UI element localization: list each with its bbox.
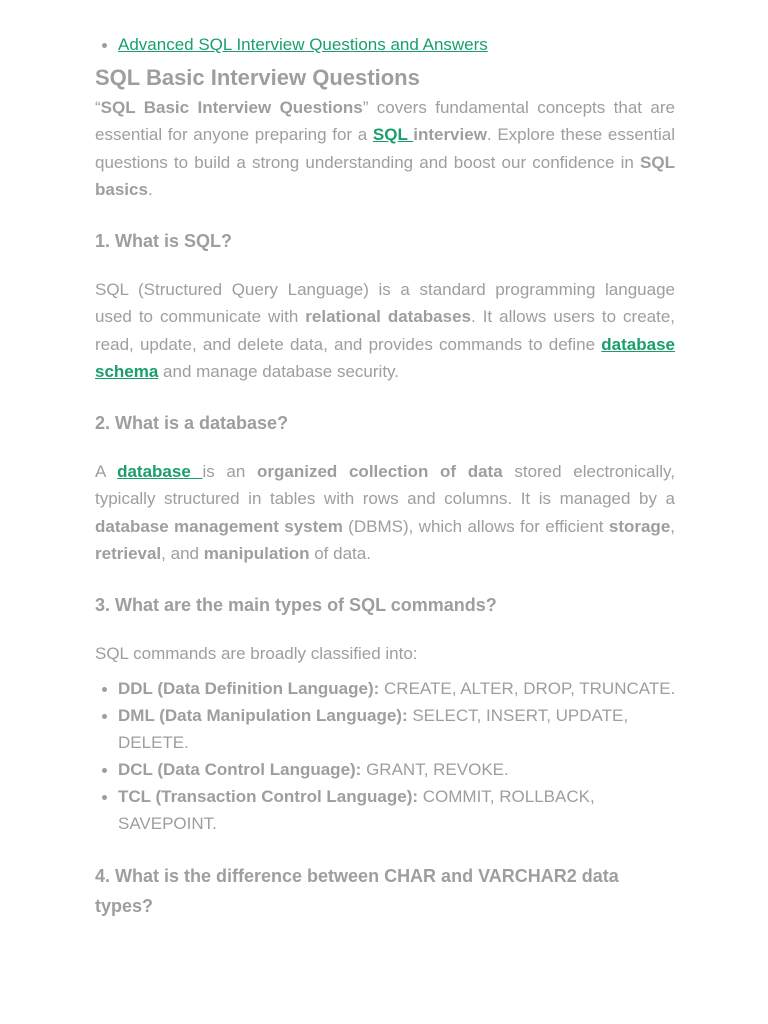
intro-text-2: . Explore these essential questions to build a strong understanding and boost our confidence in <box>95 125 675 172</box>
command-type-value: SELECT, INSERT, UPDATE, DELETE. <box>118 706 629 752</box>
answer-2-bold-2: database management system <box>95 516 343 536</box>
answer-2-bold-1: organized collection of data <box>257 462 503 481</box>
intro-text-3: . <box>147 179 153 199</box>
answer-2-text-1: is an <box>202 462 258 481</box>
list-item <box>100 783 680 837</box>
answer-2-text-4: , <box>670 516 676 536</box>
command-type-label: DDL (Data Definition Language): <box>118 679 380 698</box>
question-4-heading: 4. What is the difference between CHAR and VARCHAR2 data types? <box>95 866 619 916</box>
section-title: SQL Basic Interview Questions <box>95 65 420 90</box>
intro-bold-title: SQL Basic Interview Questions <box>100 98 363 117</box>
list-item <box>100 702 680 756</box>
command-type-value: GRANT, REVOKE. <box>361 760 509 779</box>
related-links-list <box>100 34 488 56</box>
database-schema-link[interactable]: database schema <box>95 334 675 381</box>
intro-text-1: ” covers fundamental concepts that are essential for anyone preparing for a <box>95 98 675 145</box>
sql-link[interactable]: SQL <box>372 125 414 145</box>
command-type-label: DML (Data Manipulation Language): <box>118 706 408 725</box>
answer-2-text-0: A <box>95 462 118 481</box>
list-item <box>100 34 488 56</box>
answer-2-paragraph <box>95 458 675 567</box>
list-item <box>100 675 680 702</box>
intro-open-quote: “ <box>95 98 101 117</box>
answer-2-bold-3: storage <box>608 516 671 536</box>
command-type-value: CREATE, ALTER, DROP, TRUNCATE. <box>379 679 676 698</box>
answer-2-bold-5: manipulation <box>203 543 310 563</box>
answer-2-bold-4: retrieval <box>95 543 162 563</box>
answer-1-paragraph <box>95 276 675 385</box>
list-item <box>100 756 680 783</box>
advanced-sql-link[interactable]: Advanced SQL Interview Questions and Answers <box>118 35 488 54</box>
question-3-heading: 3. What are the main types of SQL commands? <box>95 595 497 615</box>
command-type-label: DCL (Data Control Language): <box>118 760 362 779</box>
question-2-heading: 2. What is a database? <box>95 413 289 433</box>
answer-2-text-5: , and <box>161 543 204 563</box>
intro-paragraph <box>95 94 675 203</box>
answer-2-text-3: (DBMS), which allows for efficient <box>342 516 609 536</box>
answer-1-text-2: . It allows users to create, read, update, and delete data, and provides commands to define <box>95 307 676 354</box>
sql-command-types-list <box>100 675 680 837</box>
answer-1-bold-1: relational databases <box>305 307 471 327</box>
answer-2-text-2: stored electronically, typically structured in tables with rows and columns. It is managed by a <box>95 462 675 509</box>
command-type-label: TCL (Transaction Control Language): <box>118 787 419 806</box>
answer-1-text-1: SQL (Structured Query Language) is a standard programming language used to communicate with <box>95 280 675 327</box>
intro-bold-basics: SQL basics <box>95 152 675 199</box>
command-type-value: COMMIT, ROLLBACK, SAVEPOINT. <box>118 787 595 833</box>
question-1-heading: 1. What is SQL? <box>95 231 233 251</box>
answer-2-text-6: of data. <box>309 543 371 563</box>
answer-3-intro: SQL commands are broadly classified into: <box>95 644 418 663</box>
database-link[interactable]: database <box>117 462 203 481</box>
intro-bold-interview: interview <box>413 125 487 145</box>
answer-1-text-3: and manage database security. <box>158 361 400 381</box>
